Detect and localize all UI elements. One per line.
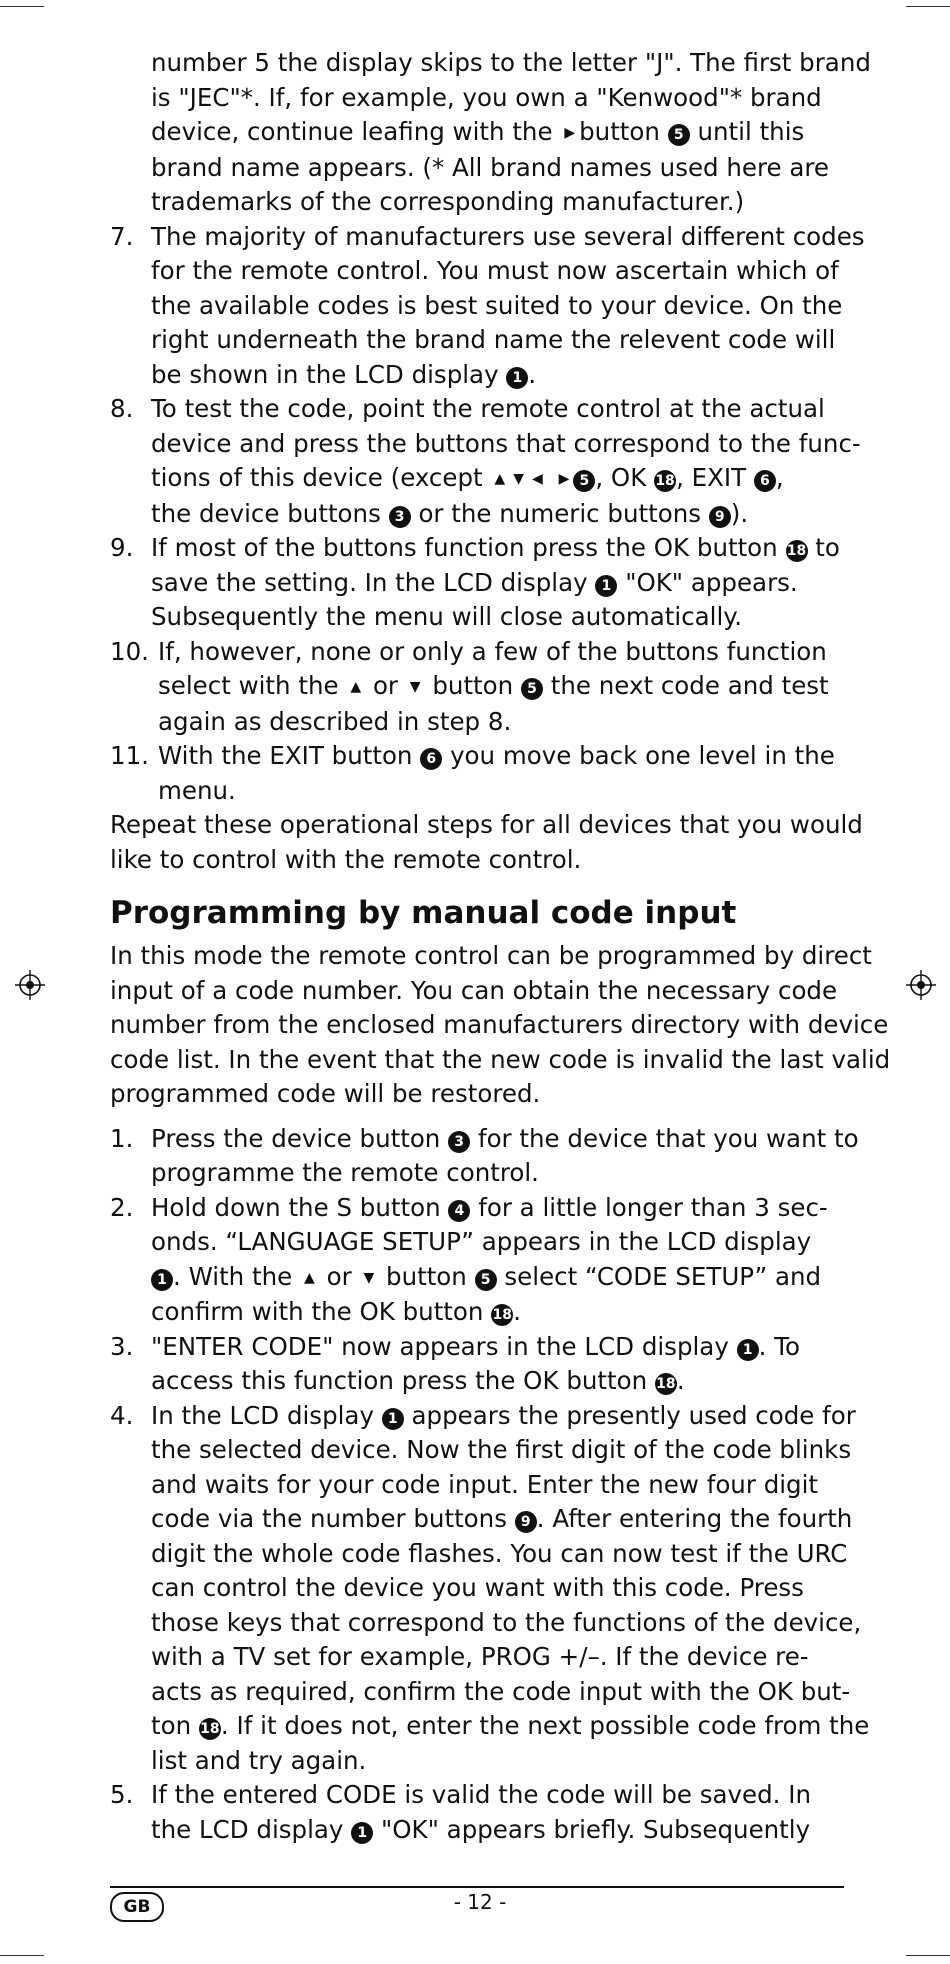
arrow-down-icon: ▼ — [409, 679, 421, 695]
page-number: - 12 - — [453, 1890, 507, 1914]
text-line: again as described in step 8. — [158, 706, 512, 736]
callout-number: 1 — [351, 1822, 373, 1844]
registration-mark-icon — [906, 970, 936, 1000]
text-line: programmed code will be restored. — [110, 1079, 541, 1108]
callout-number: 1 — [737, 1339, 759, 1361]
crop-mark — [906, 6, 950, 7]
callout-number: 6 — [754, 470, 776, 492]
crop-mark — [0, 6, 44, 7]
text-line: those keys that correspond to the functions of the device, — [151, 1607, 862, 1637]
text-line: programme the remote control. — [151, 1158, 539, 1187]
text-line: and waits for your code input. Enter the new four digit — [151, 1469, 819, 1499]
list-item: 11. With the EXIT button 6 you move back one level in the — [110, 741, 835, 770]
list-item: 9. If most of the buttons function press the OK button 18 to — [110, 533, 840, 562]
text-line: acts as required, confirm the code input with the OK but- — [151, 1676, 851, 1706]
list-item: 10. If, however, none or only a few of the buttons function — [110, 636, 827, 666]
callout-number: 1 — [595, 575, 617, 597]
text-line: digit the whole code flashes. You can now test if the URC — [151, 1538, 848, 1568]
arrow-up-icon: ▲ — [494, 471, 506, 487]
text-line: device and press the buttons that correspond to the func- — [151, 428, 861, 458]
callout-number: 5 — [573, 470, 595, 492]
callout-number: 18 — [786, 540, 808, 562]
text-line: confirm with the OK button 18. — [151, 1297, 522, 1326]
callout-number: 4 — [448, 1200, 470, 1222]
callout-number: 3 — [448, 1131, 470, 1153]
text-line: Subsequently the menu will close automatically. — [151, 602, 743, 631]
text-line: Repeat these operational steps for all devices that you would — [110, 810, 863, 839]
callout-number: 9 — [709, 506, 731, 528]
text-line: input of a code number. You can obtain the necessary code — [110, 975, 838, 1005]
list-item: 3. "ENTER CODE" now appears in the LCD display 1 . To — [110, 1331, 800, 1361]
text-line: list and try again. — [151, 1745, 367, 1775]
text-line: menu. — [158, 775, 236, 805]
text-line: like to control with the remote control. — [110, 844, 582, 874]
list-item: 7. The majority of manufacturers use several different codes — [110, 221, 865, 251]
text-line: the LCD display 1 "OK" appears briefly. Subsequently — [151, 1814, 811, 1844]
callout-number: 18 — [654, 470, 676, 492]
text-line: number from the enclosed manufacturers directory with device — [110, 1010, 889, 1039]
list-item: 5. If the entered CODE is valid the code will be saved. In — [110, 1780, 811, 1809]
text-line: the selected device. Now the first digit of the code blinks — [151, 1435, 852, 1464]
callout-number: 5 — [668, 124, 690, 146]
callout-number: 1 — [382, 1408, 404, 1430]
text-line: number 5 the display skips to the letter "J". The first brand — [151, 48, 871, 77]
text-line: be shown in the LCD display 1 . — [151, 359, 537, 389]
crop-mark — [906, 1955, 950, 1956]
text-line: In this mode the remote control can be programmed by direct — [110, 941, 872, 970]
callout-number: 18 — [491, 1304, 513, 1326]
text-line: access this function press the OK button 18. — [151, 1366, 685, 1395]
text-line: 1 . With the ▲ or ▼ button 5 select “CODE SETUP” and — [110, 1260, 845, 1296]
footer-rule — [110, 1886, 844, 1888]
text-line: can control the device you want with this code. Press — [151, 1573, 804, 1602]
text-line: trademarks of the corresponding manufacturer.) — [151, 187, 745, 216]
text-line: code list. In the event that the new code is invalid the last valid — [110, 1044, 891, 1074]
list-item: 2. Hold down the S button 4 for a little longer than 3 sec- — [110, 1192, 828, 1222]
callout-number: 1 — [506, 367, 528, 389]
section-heading: Programming by manual code input — [110, 895, 737, 931]
callout-number: 1 — [151, 1269, 173, 1291]
callout-number: 3 — [389, 506, 411, 528]
text-line: the available codes is best suited to your device. On the — [151, 290, 843, 320]
arrow-down-icon: ▼ — [363, 1269, 375, 1286]
callout-number: 6 — [420, 748, 442, 770]
callout-number: 18 — [199, 1718, 221, 1740]
arrow-left-icon: ◀ — [531, 471, 543, 487]
language-badge: GB — [110, 1892, 164, 1922]
list-item: 8. To test the code, point the remote control at the actual — [110, 394, 825, 423]
text-line: right underneath the brand name the relevent code will — [151, 325, 836, 354]
text-line: ton 18. If it does not, enter the next possible code from the — [151, 1711, 870, 1740]
text-line: tions of this device (except ▲ ▼ ◀ ▶ 5 , OK 18, EXIT 6 , — [110, 461, 845, 497]
list-item: 1. Press the device button 3 for the device that you want to — [110, 1123, 859, 1153]
text-line: is "JEC"*. If, for example, you own a "Kenwood"* brand — [151, 82, 822, 112]
arrow-down-icon: ▼ — [513, 471, 524, 487]
text-line: device, continue leafing with the ▶ button 5 until this — [110, 115, 845, 151]
arrow-right-icon: ▶ — [558, 471, 570, 487]
text-line: select with the ▲ or ▼ button 5 the next code and test — [110, 669, 845, 705]
text-line: code via the number buttons 9 . After entering the fourth — [151, 1504, 853, 1533]
text-line: brand name appears. (* All brand names used here are — [151, 152, 830, 182]
text-line: with a TV set for example, PROG +/–. If the device re- — [151, 1642, 809, 1671]
text-line: the device buttons 3 or the numeric buttons 9 ). — [151, 498, 749, 528]
list-item: 4. In the LCD display 1 appears the presently used code for — [110, 1400, 856, 1430]
callout-number: 5 — [521, 678, 543, 700]
callout-number: 5 — [475, 1269, 497, 1291]
text-line: save the setting. In the LCD display 1 "OK" appears. — [151, 567, 798, 597]
manual-page — [110, 46, 891, 1847]
registration-mark-icon — [15, 970, 45, 1000]
callout-number: 9 — [515, 1511, 537, 1533]
arrow-up-icon: ▲ — [350, 679, 362, 695]
callout-number: 18 — [655, 1373, 677, 1395]
crop-mark — [0, 1955, 44, 1956]
text-line: onds. “LANGUAGE SETUP” appears in the LCD display — [151, 1227, 812, 1256]
arrow-up-icon: ▲ — [304, 1269, 315, 1286]
arrow-right-icon: ▶ — [564, 125, 576, 141]
text-line: for the remote control. You must now ascertain which of — [151, 256, 839, 285]
